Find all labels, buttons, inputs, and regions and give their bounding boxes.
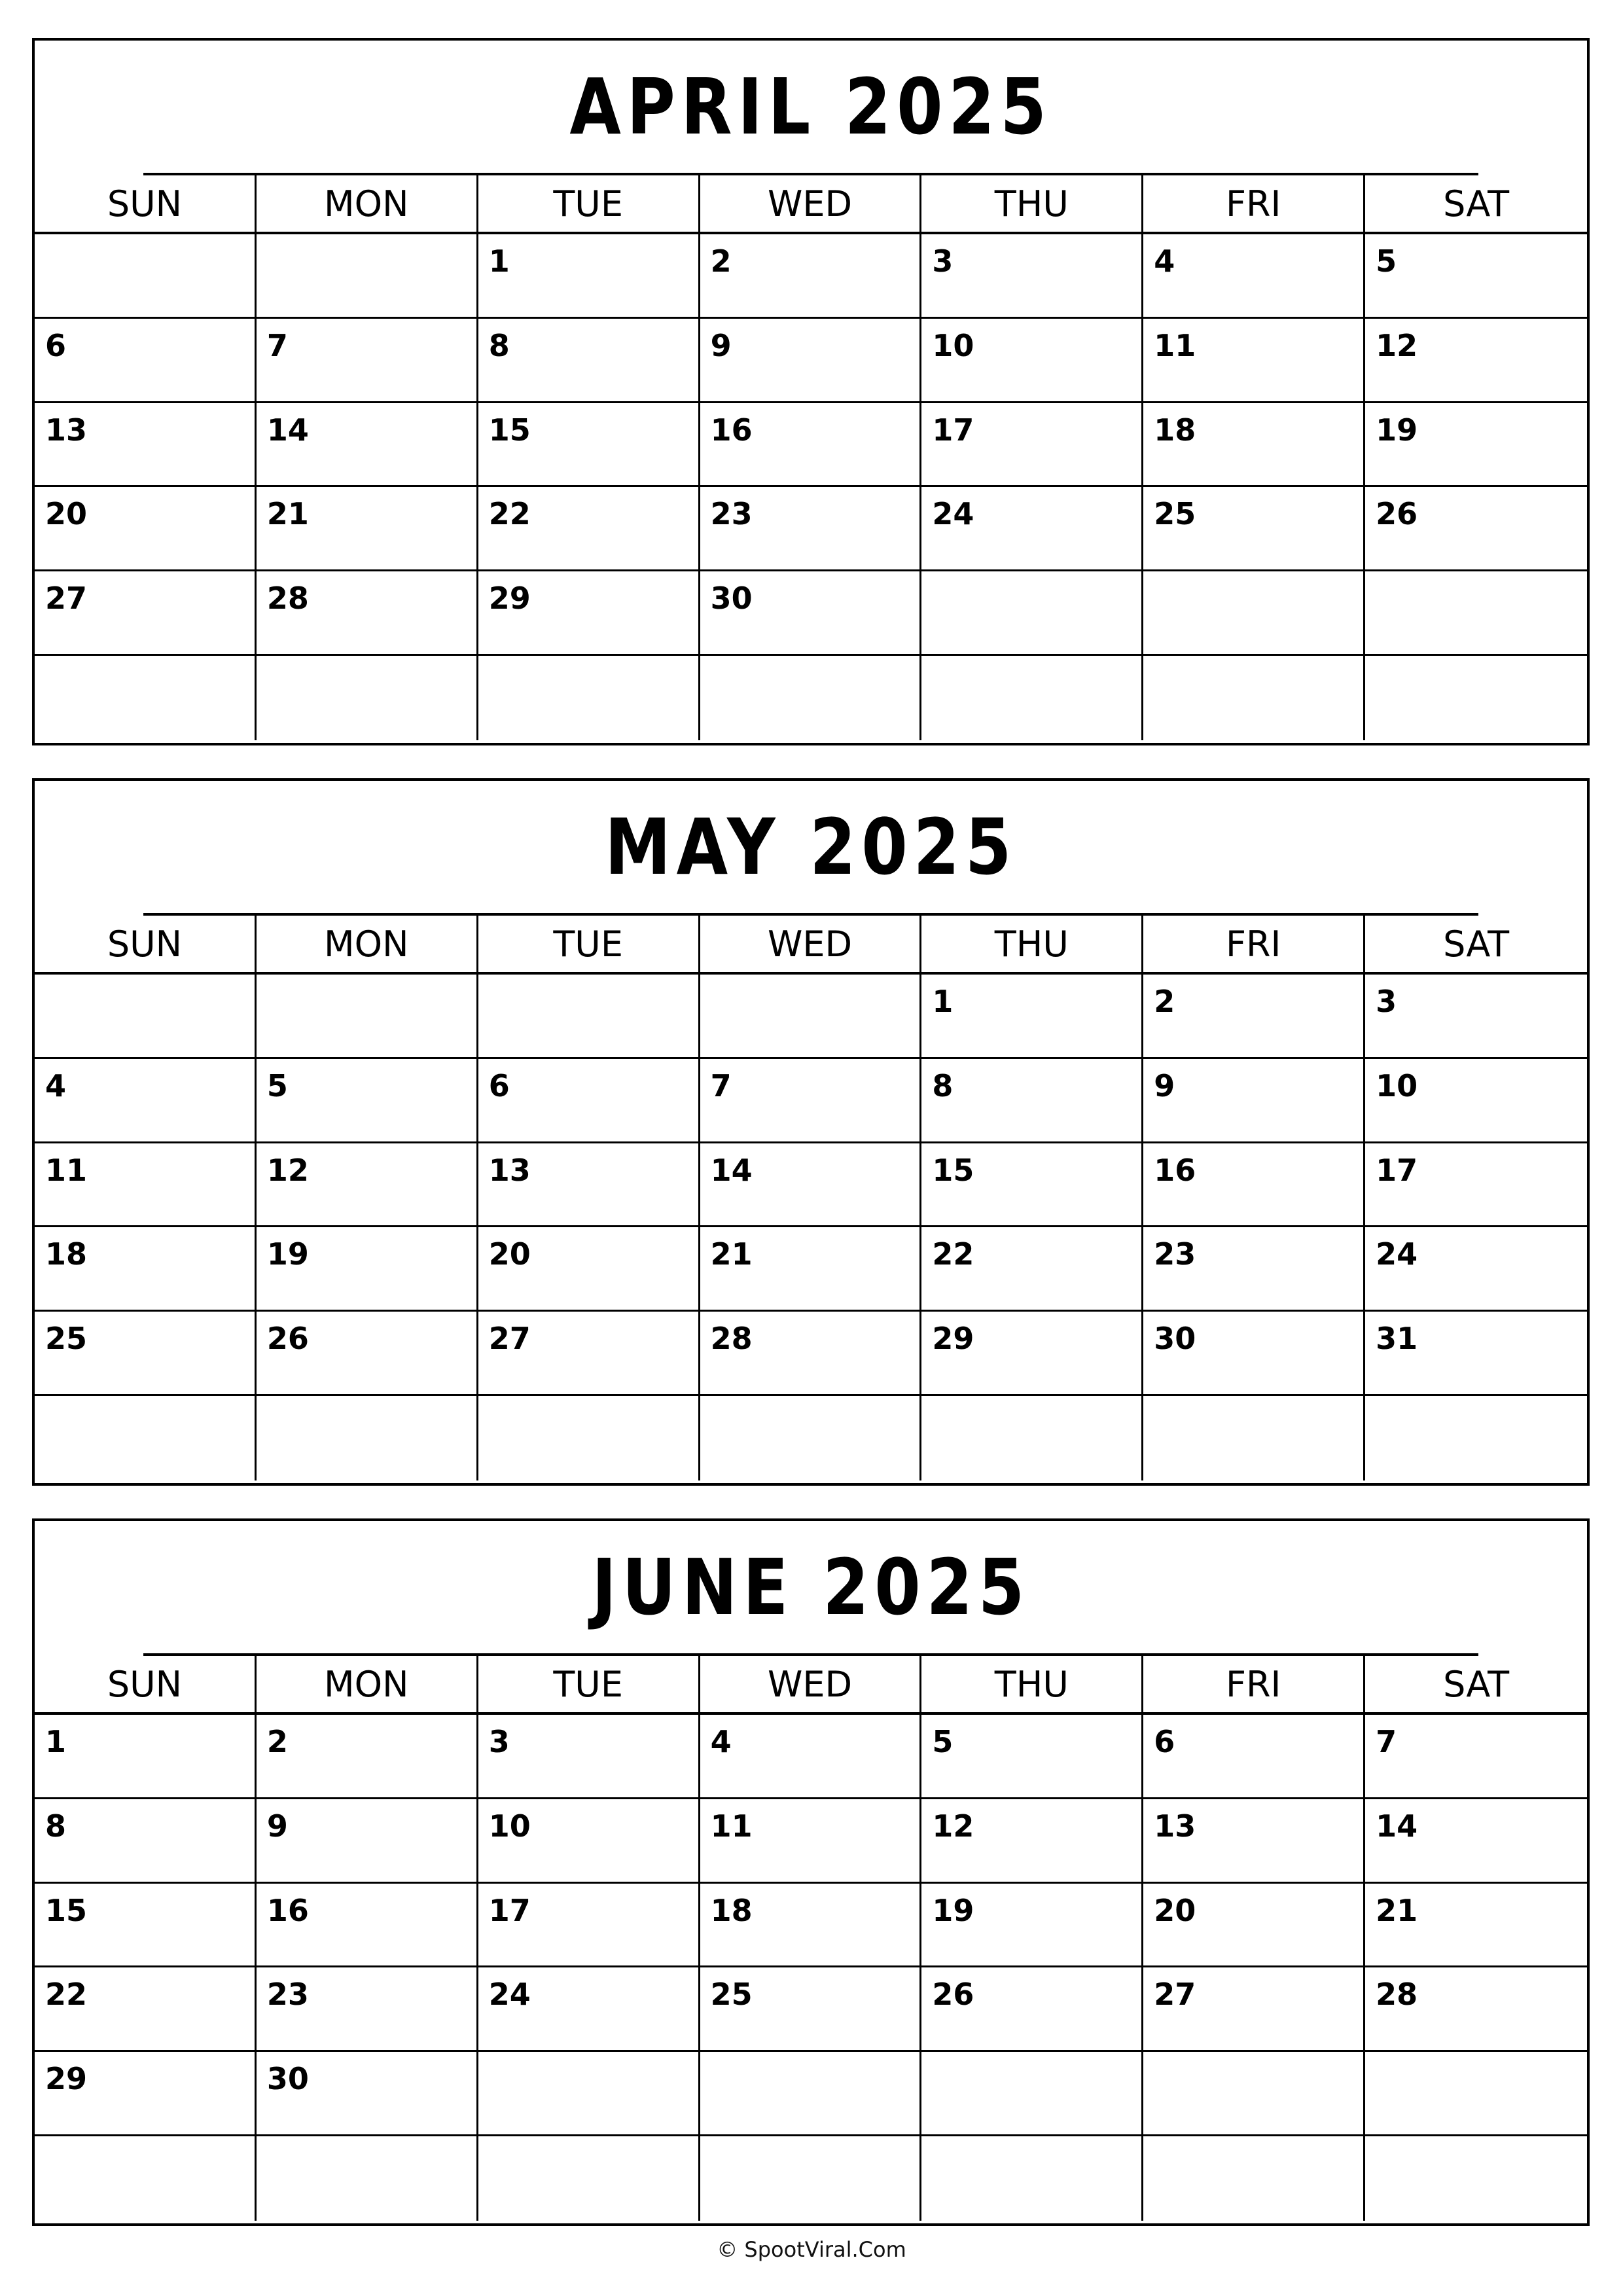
- day-cell: [257, 975, 478, 1059]
- weekday-label: FRI: [1143, 1656, 1365, 1712]
- day-cell: 13: [1143, 1799, 1365, 1884]
- weekday-label: SUN: [35, 175, 257, 232]
- day-cell: [700, 2136, 922, 2221]
- day-cell: 7: [700, 1059, 922, 1143]
- day-cell: 5: [1365, 234, 1587, 319]
- day-cell: [1365, 571, 1587, 656]
- day-cell: 28: [700, 1312, 922, 1396]
- day-cell: 9: [1143, 1059, 1365, 1143]
- weekday-label: THU: [921, 175, 1143, 232]
- day-cell: [700, 656, 922, 740]
- weekday-header-row: [35, 1656, 1587, 1715]
- day-cell: 11: [1143, 319, 1365, 403]
- day-cell: 31: [1365, 1312, 1587, 1396]
- weekday-header-row: [35, 175, 1587, 234]
- day-cell: 26: [921, 1967, 1143, 2052]
- day-cell: 24: [921, 487, 1143, 571]
- weekday-label: FRI: [1143, 916, 1365, 972]
- day-cell: 7: [257, 319, 478, 403]
- weekday-label: FRI: [1143, 175, 1365, 232]
- day-cell: 15: [921, 1143, 1143, 1228]
- day-cell: 16: [700, 403, 922, 488]
- day-cell: [921, 2052, 1143, 2136]
- weekday-label: WED: [700, 175, 922, 232]
- day-cell: 23: [1143, 1227, 1365, 1312]
- month-calendar: [32, 38, 1590, 745]
- day-cell: 21: [1365, 1884, 1587, 1968]
- day-cell: 24: [478, 1967, 700, 2052]
- day-cell: 3: [921, 234, 1143, 319]
- day-cell: 12: [257, 1143, 478, 1228]
- weekday-label: MON: [257, 916, 478, 972]
- day-cell: 15: [478, 403, 700, 488]
- weekday-label: WED: [700, 916, 922, 972]
- day-cell: [257, 1396, 478, 1480]
- day-cell: [478, 2136, 700, 2221]
- day-cell: [700, 2052, 922, 2136]
- day-cell: 15: [35, 1884, 257, 1968]
- weekday-label: TUE: [478, 1656, 700, 1712]
- day-cell: 18: [35, 1227, 257, 1312]
- weekday-label: TUE: [478, 175, 700, 232]
- day-cell: 5: [257, 1059, 478, 1143]
- day-cell: 23: [700, 487, 922, 571]
- day-cell: [35, 234, 257, 319]
- weekday-label: THU: [921, 1656, 1143, 1712]
- day-cell: 10: [478, 1799, 700, 1884]
- day-cell: [35, 1396, 257, 1480]
- day-cell: [1143, 2136, 1365, 2221]
- day-cell: 30: [700, 571, 922, 656]
- day-cell: 25: [35, 1312, 257, 1396]
- day-cell: 13: [35, 403, 257, 488]
- day-cell: 11: [35, 1143, 257, 1228]
- day-cell: 7: [1365, 1715, 1587, 1799]
- day-cell: 2: [257, 1715, 478, 1799]
- day-cell: 27: [1143, 1967, 1365, 2052]
- day-cell: 26: [1365, 487, 1587, 571]
- day-cell: 19: [1365, 403, 1587, 488]
- day-cell: 10: [921, 319, 1143, 403]
- day-cell: 18: [700, 1884, 922, 1968]
- day-cell: 4: [1143, 234, 1365, 319]
- day-cell: 21: [257, 487, 478, 571]
- weekday-header-row: [35, 916, 1587, 975]
- day-cell: [700, 975, 922, 1059]
- day-cell: 8: [35, 1799, 257, 1884]
- day-grid: [35, 975, 1587, 1480]
- month-title: MAY 2025: [143, 781, 1478, 916]
- day-cell: [1143, 2052, 1365, 2136]
- weekday-label: TUE: [478, 916, 700, 972]
- weekday-label: WED: [700, 1656, 922, 1712]
- day-cell: 14: [700, 1143, 922, 1228]
- day-cell: 14: [1365, 1799, 1587, 1884]
- day-cell: 3: [1365, 975, 1587, 1059]
- day-cell: 3: [478, 1715, 700, 1799]
- day-cell: 18: [1143, 403, 1365, 488]
- day-cell: 29: [921, 1312, 1143, 1396]
- day-cell: 5: [921, 1715, 1143, 1799]
- day-cell: 17: [921, 403, 1143, 488]
- day-cell: 12: [921, 1799, 1143, 1884]
- day-cell: [921, 656, 1143, 740]
- day-cell: [478, 975, 700, 1059]
- day-cell: 16: [1143, 1143, 1365, 1228]
- day-cell: 26: [257, 1312, 478, 1396]
- day-cell: 4: [35, 1059, 257, 1143]
- day-cell: 25: [1143, 487, 1365, 571]
- day-cell: 8: [478, 319, 700, 403]
- day-cell: [1143, 1396, 1365, 1480]
- weekday-label: MON: [257, 175, 478, 232]
- day-cell: 13: [478, 1143, 700, 1228]
- weekday-label: SAT: [1443, 183, 1510, 224]
- day-cell: 22: [35, 1967, 257, 2052]
- day-cell: 30: [257, 2052, 478, 2136]
- day-cell: [921, 571, 1143, 656]
- copyright-footer: © SpootViral.Com: [717, 2237, 906, 2262]
- day-cell: [1143, 656, 1365, 740]
- weekday-label: SAT: [1443, 1663, 1510, 1705]
- day-cell: 23: [257, 1967, 478, 2052]
- day-cell: [478, 656, 700, 740]
- day-cell: 17: [478, 1884, 700, 1968]
- day-cell: 20: [1143, 1884, 1365, 1968]
- month-calendar: [32, 778, 1590, 1486]
- day-cell: 17: [1365, 1143, 1587, 1228]
- day-cell: [700, 1396, 922, 1480]
- day-cell: 12: [1365, 319, 1587, 403]
- day-cell: 20: [478, 1227, 700, 1312]
- day-cell: 6: [478, 1059, 700, 1143]
- day-cell: 20: [35, 487, 257, 571]
- day-cell: [257, 2136, 478, 2221]
- day-cell: [257, 234, 478, 319]
- day-cell: 8: [921, 1059, 1143, 1143]
- day-cell: 14: [257, 403, 478, 488]
- day-cell: [1143, 571, 1365, 656]
- day-cell: [1365, 1396, 1587, 1480]
- day-cell: 9: [700, 319, 922, 403]
- day-cell: [921, 1396, 1143, 1480]
- day-cell: 1: [478, 234, 700, 319]
- day-cell: 2: [1143, 975, 1365, 1059]
- month-title: JUNE 2025: [143, 1521, 1478, 1656]
- weekday-label: SAT: [1443, 923, 1510, 965]
- day-cell: 16: [257, 1884, 478, 1968]
- day-cell: [257, 656, 478, 740]
- day-cell: 27: [35, 571, 257, 656]
- month-calendar: [32, 1518, 1590, 2226]
- day-grid: [35, 1715, 1587, 2221]
- day-cell: 4: [700, 1715, 922, 1799]
- day-cell: [478, 1396, 700, 1480]
- day-grid: [35, 234, 1587, 740]
- day-cell: [35, 975, 257, 1059]
- day-cell: 29: [35, 2052, 257, 2136]
- weekday-label: SUN: [35, 1656, 257, 1712]
- day-cell: 28: [1365, 1967, 1587, 2052]
- day-cell: [921, 2136, 1143, 2221]
- day-cell: [35, 2136, 257, 2221]
- day-cell: 1: [921, 975, 1143, 1059]
- day-cell: 9: [257, 1799, 478, 1884]
- day-cell: 24: [1365, 1227, 1587, 1312]
- day-cell: 28: [257, 571, 478, 656]
- day-cell: 6: [35, 319, 257, 403]
- day-cell: 22: [478, 487, 700, 571]
- day-cell: 19: [257, 1227, 478, 1312]
- day-cell: [1365, 2052, 1587, 2136]
- day-cell: [35, 656, 257, 740]
- day-cell: 27: [478, 1312, 700, 1396]
- day-cell: 19: [921, 1884, 1143, 1968]
- day-cell: [478, 2052, 700, 2136]
- day-cell: 21: [700, 1227, 922, 1312]
- day-cell: 25: [700, 1967, 922, 2052]
- day-cell: 1: [35, 1715, 257, 1799]
- day-cell: 29: [478, 571, 700, 656]
- day-cell: 30: [1143, 1312, 1365, 1396]
- day-cell: [1365, 2136, 1587, 2221]
- month-title: APRIL 2025: [143, 41, 1478, 175]
- day-cell: 11: [700, 1799, 922, 1884]
- weekday-label: MON: [257, 1656, 478, 1712]
- day-cell: 6: [1143, 1715, 1365, 1799]
- day-cell: 10: [1365, 1059, 1587, 1143]
- weekday-label: SUN: [35, 916, 257, 972]
- weekday-label: THU: [921, 916, 1143, 972]
- day-cell: [1365, 656, 1587, 740]
- day-cell: 22: [921, 1227, 1143, 1312]
- day-cell: 2: [700, 234, 922, 319]
